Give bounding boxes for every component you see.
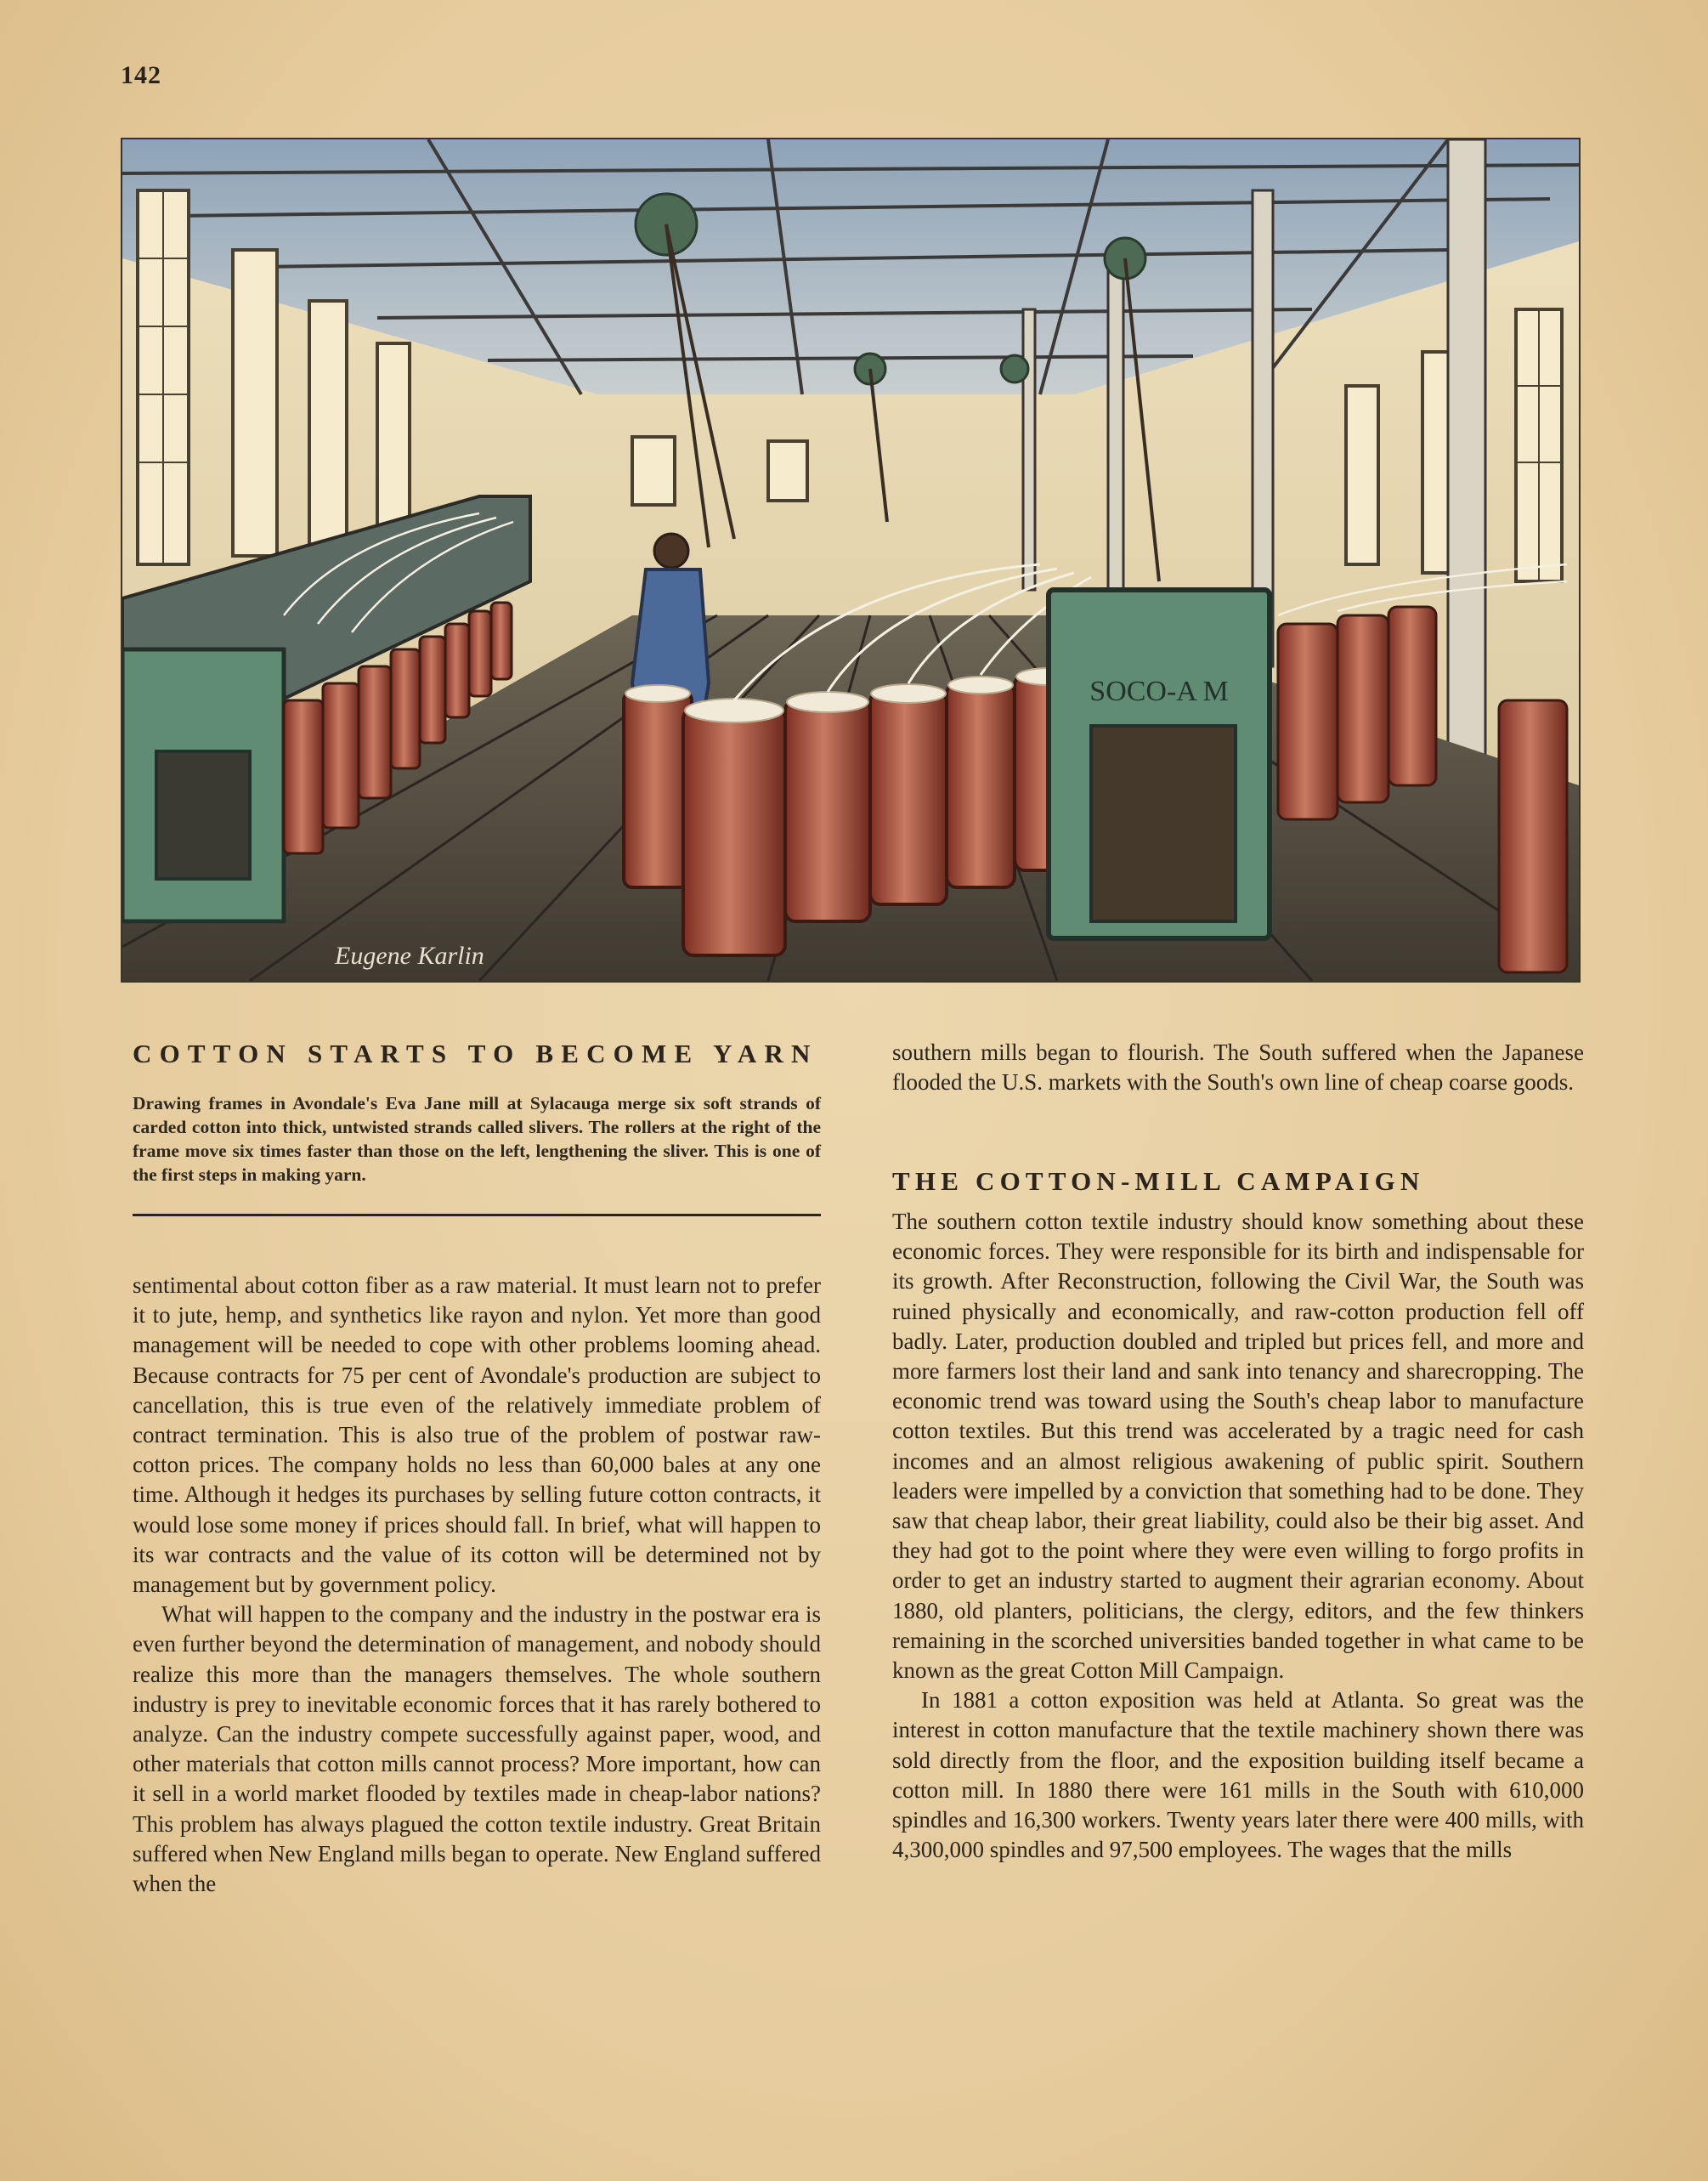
caption-divider: [133, 1214, 821, 1216]
mill-illustration: [122, 139, 1579, 981]
paragraph: The southern cotton textile industry should know something about these economic forces. They were responsible for its birth and indispensable for its growth. After Reconstruction, following the Civil War, the South was ruined physically and economically, and raw-cotton production fell off badly. Later, production doubled and tripled but prices fell, and more and more farmers lost their land and sank into tenancy and sharecropping. The economic trend was toward using the South's cheap labor to manufacture cotton textiles. But this trend was accelerated by a tragic need for cash incomes and an almost religious awakening of public spirit. Southern leaders were impelled by a conviction that something had to be done. They saw that cheap labor, their great liability, could also be their big asset. And they had got to the point where they were even willing to forgo profits in order to get an industry started to augment their agrarian economy. About 1880, old planters, politicians, the clergy, editors, and the few thinkers remaining in the scorched universities banded together in what came to be known as the great Cotton Mill Campaign.: [892, 1209, 1584, 1684]
paragraph: sentimental about cotton fiber as a raw material. It must learn not to prefer it to jute, hemp, and synthetics like rayon and nylon. Yet more than good management will be needed to cope with other problems looming ahead. Because contracts for 75 per cent of Avondale's production are subject to cancellation, this is true even of the relatively immediate problem of contract termination. This is also true of the problem of postwar raw-cotton prices. The company holds no less than 60,000 bales at any one time. Although it hedges its purchases by selling future cotton contracts, it would lose some money if prices should fall. In brief, what will happen to its war contracts and the value of its cotton will be determined not by management but by government policy.: [133, 1272, 821, 1598]
paragraph: What will happen to the company and the industry in the postwar era is even further beyond the determination of management, and nobody should realize this more than the managers themselves. The whole southern industry is prey to inevitable economic forces that it has rarely bothered to analyze. Can the industry compete successfully against paper, wood, and other materials that cotton mills cannot process? More important, how can it sell in a world market flooded by textiles made in cheap-labor nations? This problem has always plagued the cotton textile industry. Great Britain suffered when New England mills began to operate. New England suffered when the: [133, 1601, 821, 1897]
caption-title: COTTON STARTS TO BECOME YARN: [133, 1039, 818, 1068]
frame-label: SOCO-A M: [1089, 676, 1229, 707]
right-column: [892, 1207, 1584, 1865]
paragraph: In 1881 a cotton exposition was held at Atlanta. So great was the interest in cotton manufacture that the textile machinery shown there was sold directly from the floor, and the exposition building itself became a cotton mill. In 1880 there were 161 mills in the South with 610,000 spindles and 16,300 workers. Twenty years later there were 400 mills, with 4,300,000 spindles and 97,500 employees. The wages that the mills: [892, 1687, 1584, 1863]
artist-signature: Eugene Karlin: [335, 942, 484, 970]
drawing-frames-painting: [122, 139, 1579, 981]
caption-text: Drawing frames in Avondale's Eva Jane mill at Sylacauga merge six soft strands of carded cotton into thick, untwisted strands called slivers. The rollers at the right of the frame move six times faster than those on the left, lengthening the sliver. This is one of the first steps in making yarn.: [133, 1093, 821, 1185]
left-column: [133, 1271, 821, 1899]
page-number: 142: [121, 61, 161, 89]
section-title: THE COTTON-MILL CAMPAIGN: [892, 1166, 1425, 1196]
right-column-continuation: southern mills began to flourish. The South suffered when the Japanese flooded the U.S. markets with the South's own line of cheap coarse goods.: [892, 1040, 1584, 1096]
